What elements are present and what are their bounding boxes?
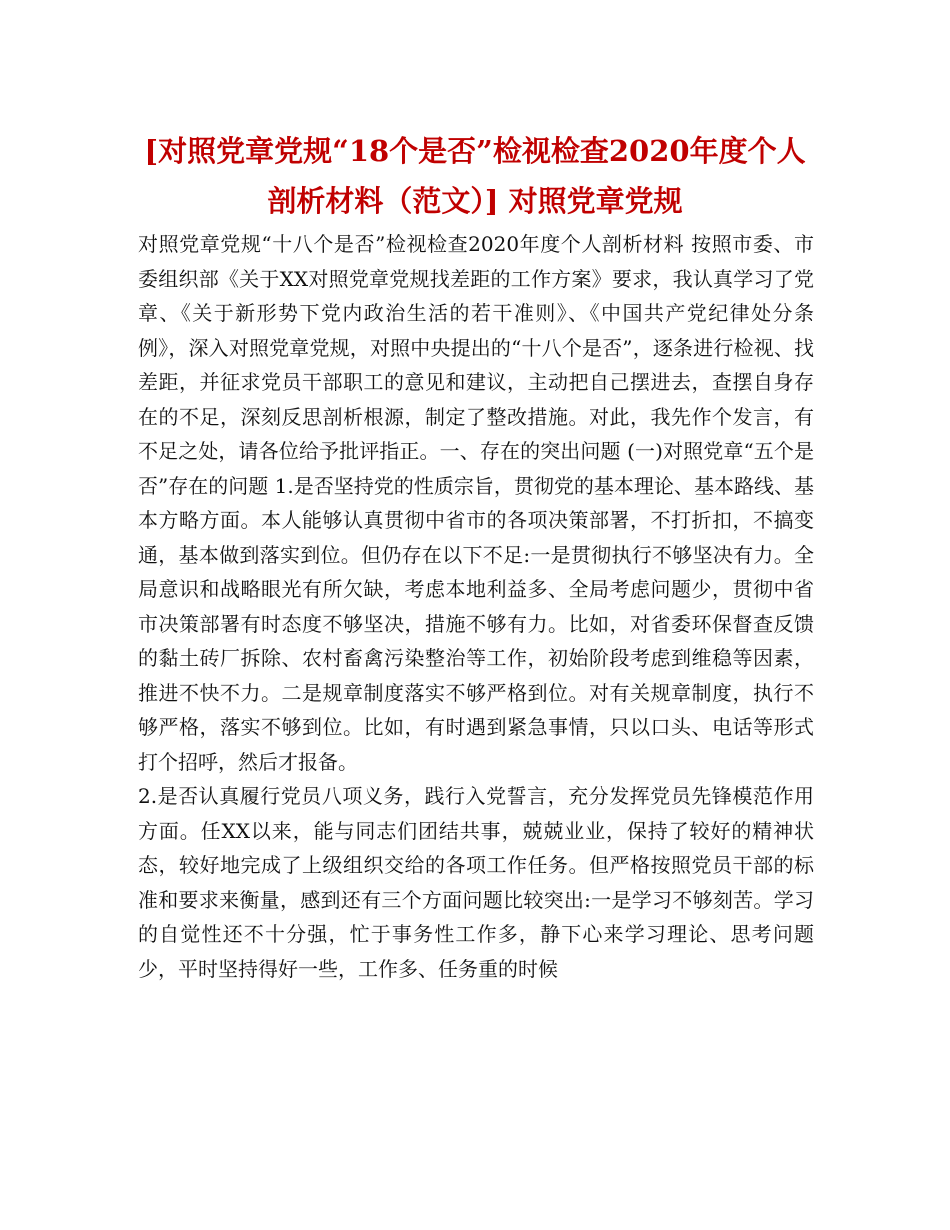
body-paragraph-1: 对照党章党规“十八个是否”检视检查2020年度个人剖析材料 按照市委、市委组织部《关于XX对照党章党规找差距的工作方案》要求，我认真学习了党章、《关于新形势下党内政治生活的若干准则》、《中国共产党纪律处分条例》，深入对照党章党规，对照中央提出的“十八个是否”，逐条进行检视、找差距，并征求党员干部职工的意见和建议，主动把自己摆进去，查摆自身存在的不足，深刻反思剖析根源，制定了整改措施。对此，我先作个发言，有不足之处，请各位给予批评指正。一、存在的突出问题 (一)对照党章“五个是否”存在的问题 1.是否坚持党的性质宗旨，贯彻党的基本理论、基本路线、基本方略方面。本人能够认真贯彻中省市的各项决策部署，不打折扣，不搞变通，基本做到落实到位。但仍存在以下不足:一是贯彻执行不够坚决有力。全局意识和战略眼光有所欠缺，考虑本地利益多、全局考虑问题少，贯彻中省市决策部署有时态度不够坚决，措施不够有力。比如，对省委环保督查反馈的黏土砖厂拆除、农村畜禽污染整治等工作，初始阶段考虑到维稳等因素，推进不快不力。二是规章制度落实不够严格到位。对有关规章制度，执行不够严格，落实不够到位。比如，有时遇到紧急事情，只以口头、电话等形式打个招呼，然后才报备。 [138, 232, 814, 774]
body-paragraph-2: 2.是否认真履行党员八项义务，践行入党誓言，充分发挥党员先锋模范作用方面。任XX以来，能与同志们团结共事，兢兢业业，保持了较好的精神状态，较好地完成了上级组织交给的各项工作任务。但严格按照党员干部的标准和要求来衡量，感到还有三个方面问题比较突出:一是学习不够刻苦。学习的自觉性还不十分强，忙于事务性工作多，静下心来学习理论、思考问题少，平时坚持得好一些，工作多、任务重的时候 [138, 784, 814, 981]
document-title [120, 126, 830, 226]
document-title-line-2: 剖析材料（范文）] 对照党章党规 [267, 184, 683, 218]
document-title-line-1: [对照党章党规“18个是否”检视检查2020年度个人 [144, 134, 806, 168]
document-body [138, 227, 814, 986]
